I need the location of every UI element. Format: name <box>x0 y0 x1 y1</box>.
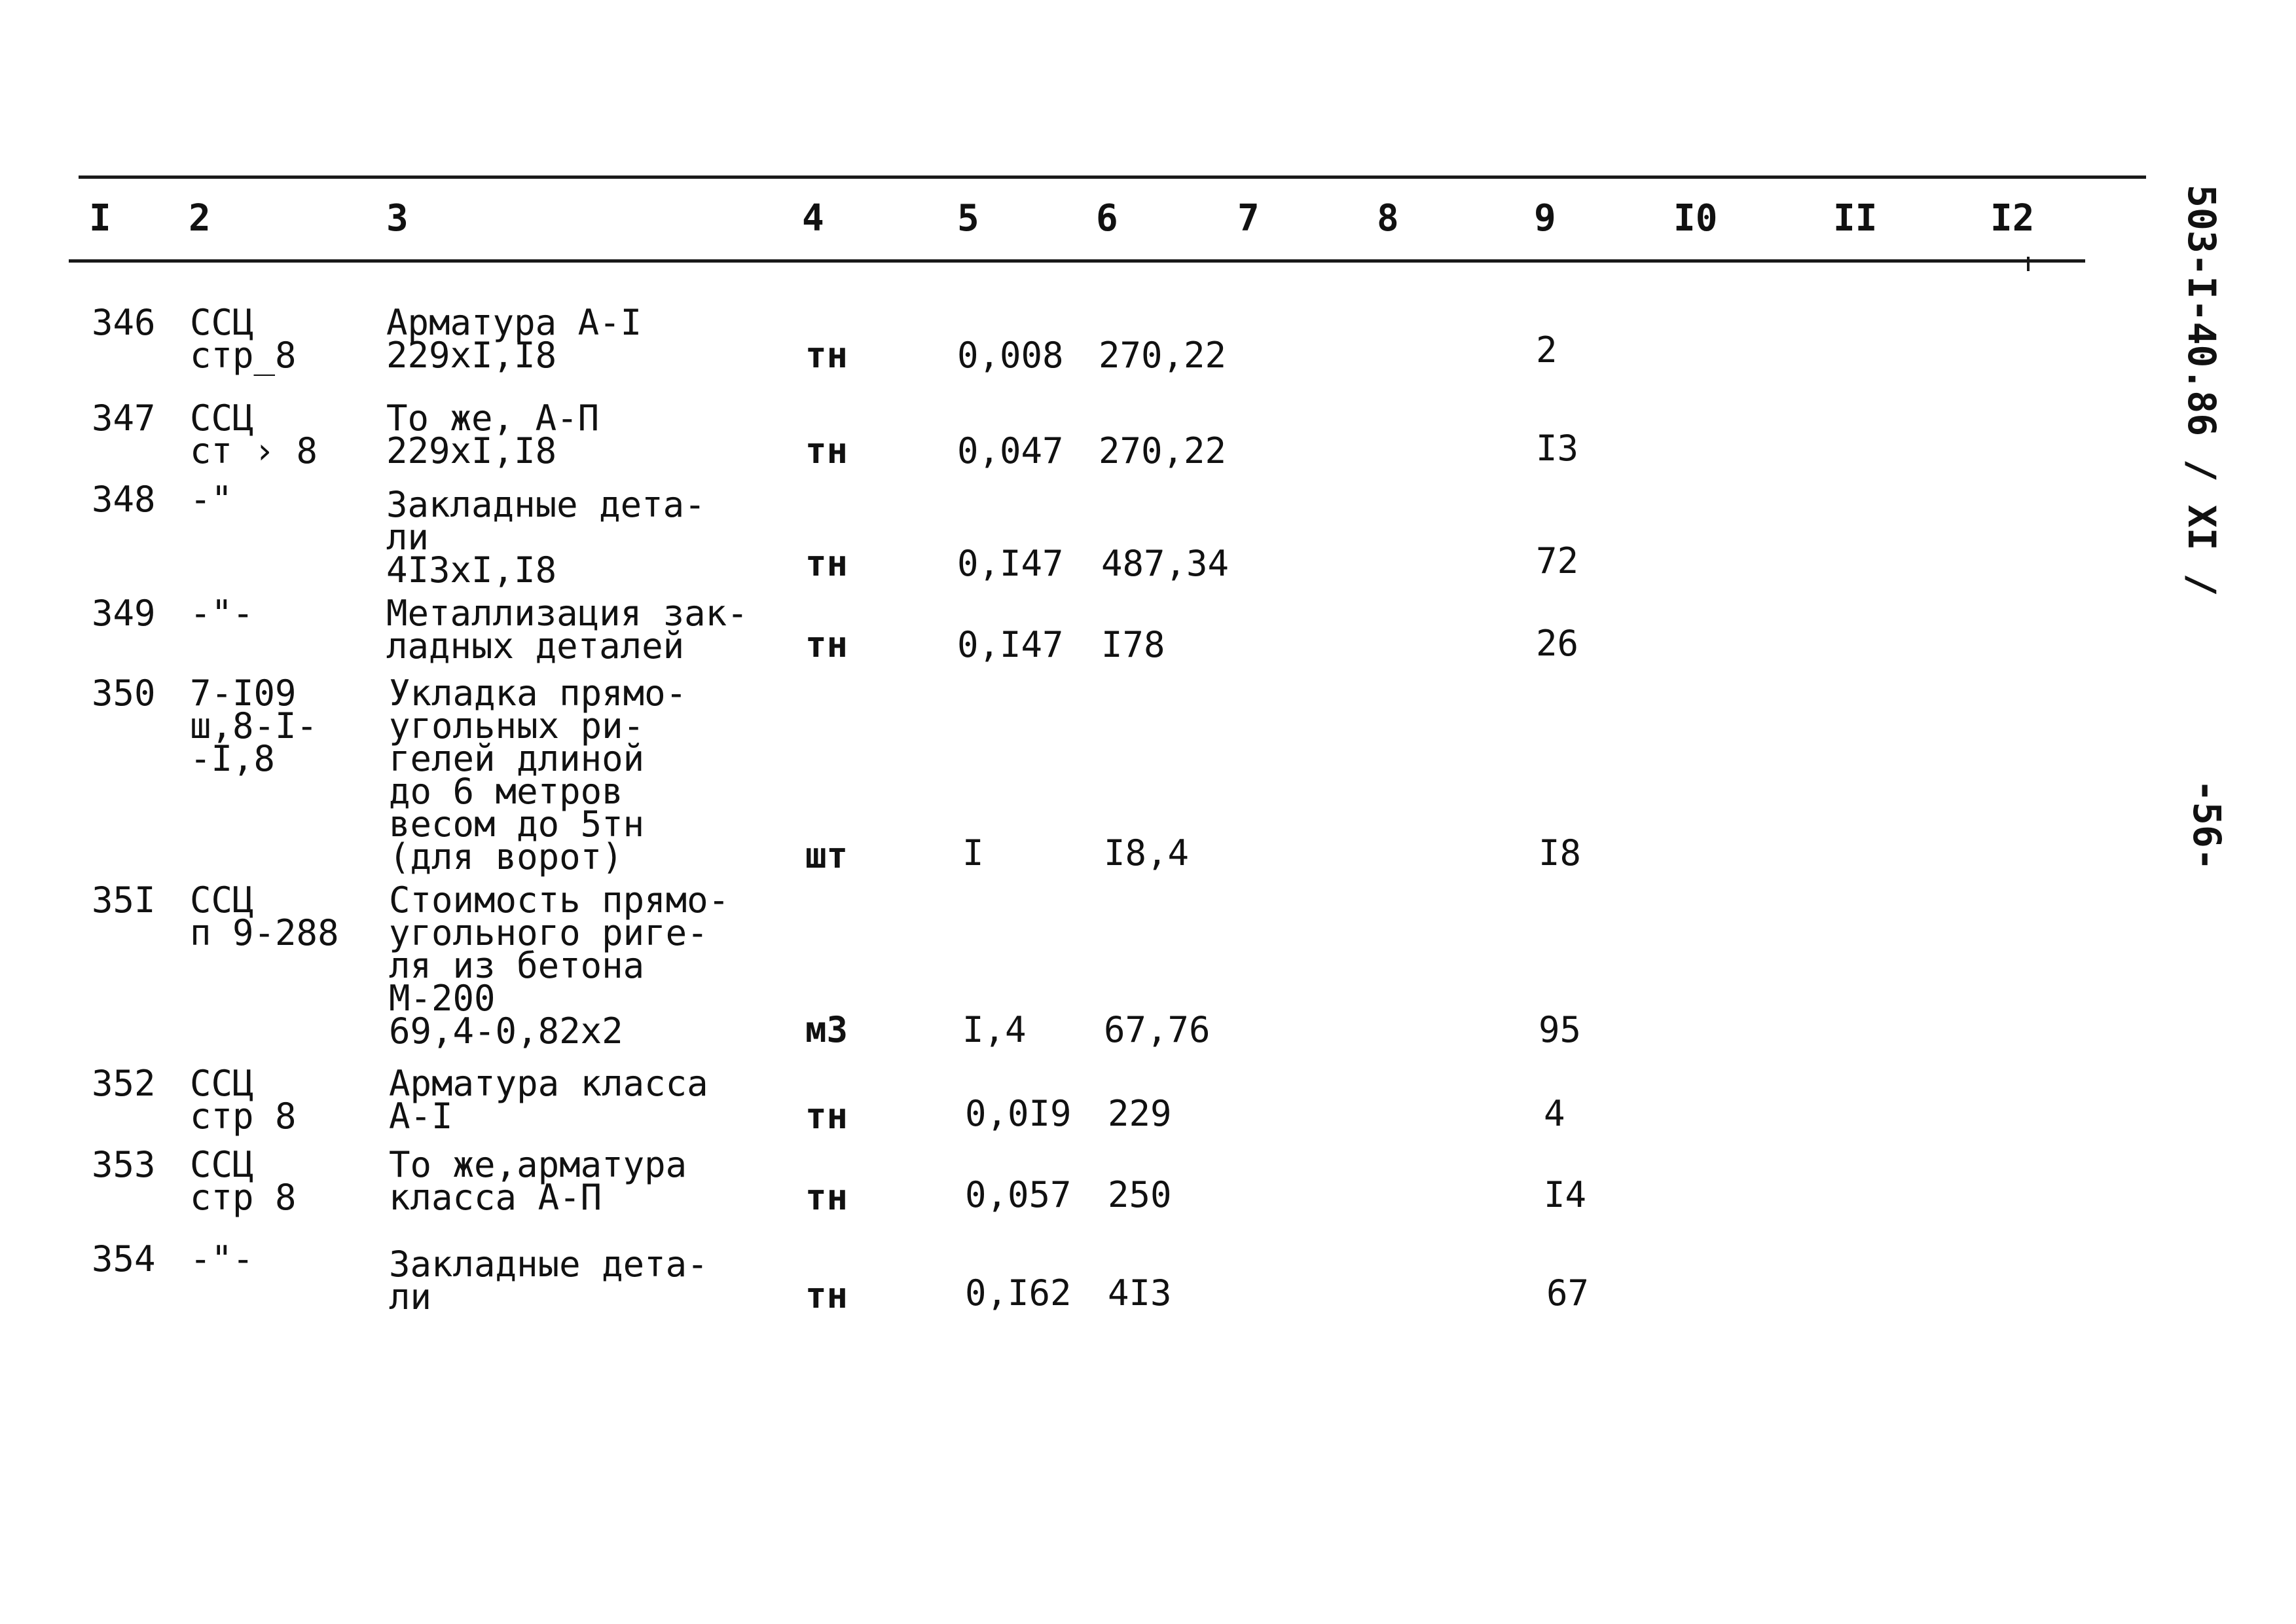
row-number: 353 <box>92 1144 156 1185</box>
table-top-rule <box>79 175 2146 179</box>
row-unit-price: 229 <box>1108 1093 1172 1134</box>
row-number: 35I <box>92 879 156 921</box>
column-header-5: 5 <box>957 197 979 240</box>
document-code-vertical: 503-I-40.86 / XI / <box>2179 185 2224 597</box>
row-quantity: 0,I47 <box>957 543 1064 584</box>
row-number: 354 <box>92 1238 156 1280</box>
row-total: 95 <box>1539 1009 1582 1050</box>
row-description: Арматура класса А-I <box>389 1063 708 1137</box>
row-total: 26 <box>1536 623 1579 664</box>
row-unit-price: 487,34 <box>1101 543 1230 584</box>
column-header-10: I0 <box>1673 197 1718 240</box>
row-code: -"- <box>190 593 254 634</box>
header-bottom-rule <box>69 259 2085 263</box>
row-code: 7-I09 ш,8-I- -I,8 <box>190 673 318 779</box>
row-unit: тн <box>805 543 848 584</box>
row-description: Стоимость прямо- угольного риге- ля из бетона М-200 69,4-0,82х2 <box>389 879 730 1052</box>
row-unit: шт <box>805 835 848 876</box>
row-number: 352 <box>92 1063 156 1104</box>
row-code: -" <box>190 479 233 520</box>
column-header-8: 8 <box>1377 197 1399 240</box>
row-total: I3 <box>1536 428 1579 469</box>
row-unit: тн <box>805 1096 848 1137</box>
row-unit-price: 4I3 <box>1108 1272 1172 1314</box>
column-header-11: II <box>1833 197 1878 240</box>
row-quantity: I <box>962 832 984 874</box>
page-number-vertical: -56- <box>2185 779 2229 871</box>
row-number: 350 <box>92 673 156 714</box>
row-total: 2 <box>1536 329 1558 371</box>
row-unit-price: I78 <box>1101 624 1165 665</box>
row-unit-price: 270,22 <box>1099 430 1227 471</box>
row-number: 346 <box>92 302 156 343</box>
row-description: Металлизация зак- ладных деталей <box>386 593 748 667</box>
row-number: 347 <box>92 397 156 439</box>
row-description: То же, А-П 229хI,I8 <box>386 397 600 471</box>
row-quantity: 0,008 <box>957 335 1064 376</box>
row-code: ССЦ п 9-288 <box>190 879 339 953</box>
row-unit: тн <box>805 1177 848 1218</box>
row-description: Укладка прямо- угольных ри- гелей длиной до 6 метров весом до 5тн (для ворот) <box>389 673 687 877</box>
row-unit: тн <box>805 1275 848 1316</box>
row-quantity: I,4 <box>962 1009 1027 1050</box>
row-code: ССЦ стр_8 <box>190 302 297 376</box>
row-total: I4 <box>1544 1174 1587 1215</box>
column-header-4: 4 <box>802 197 824 240</box>
header-rule-tick <box>2027 257 2030 271</box>
row-code: -"- <box>190 1238 254 1280</box>
row-total: 72 <box>1536 540 1579 581</box>
row-unit: тн <box>805 624 848 665</box>
row-unit-price: 270,22 <box>1099 335 1227 376</box>
row-unit-price: I8,4 <box>1104 832 1190 874</box>
column-header-7: 7 <box>1237 197 1260 240</box>
row-number: 349 <box>92 593 156 634</box>
row-total: 67 <box>1546 1272 1590 1314</box>
row-description: Закладные дета- ли 4I3хI,I8 <box>386 484 706 591</box>
row-unit-price: 250 <box>1108 1174 1172 1215</box>
column-header-2: 2 <box>189 197 211 240</box>
row-unit: тн <box>805 335 848 376</box>
row-description: Арматура А-I 229хI,I8 <box>386 302 642 376</box>
row-quantity: 0,047 <box>957 430 1064 471</box>
row-unit-price: 67,76 <box>1104 1009 1211 1050</box>
row-quantity: 0,I62 <box>965 1272 1072 1314</box>
row-quantity: 0,I47 <box>957 624 1064 665</box>
column-header-6: 6 <box>1096 197 1118 240</box>
row-quantity: 0,057 <box>965 1174 1072 1215</box>
column-header-12: I2 <box>1990 197 2035 240</box>
column-header-9: 9 <box>1534 197 1556 240</box>
column-header-1: I <box>89 197 111 240</box>
column-header-3: 3 <box>386 197 409 240</box>
row-unit: тн <box>805 430 848 471</box>
row-quantity: 0,0I9 <box>965 1093 1072 1134</box>
row-unit: м3 <box>805 1009 848 1050</box>
row-code: ССЦ стр 8 <box>190 1063 297 1137</box>
row-description: Закладные дета- ли <box>389 1244 708 1318</box>
row-total: 4 <box>1544 1093 1565 1134</box>
row-description: То же,арматура класса А-П <box>389 1144 687 1218</box>
row-code: ССЦ стр 8 <box>190 1144 297 1218</box>
row-code: ССЦ ст › 8 <box>190 397 318 471</box>
row-total: I8 <box>1539 832 1582 874</box>
row-number: 348 <box>92 479 156 520</box>
